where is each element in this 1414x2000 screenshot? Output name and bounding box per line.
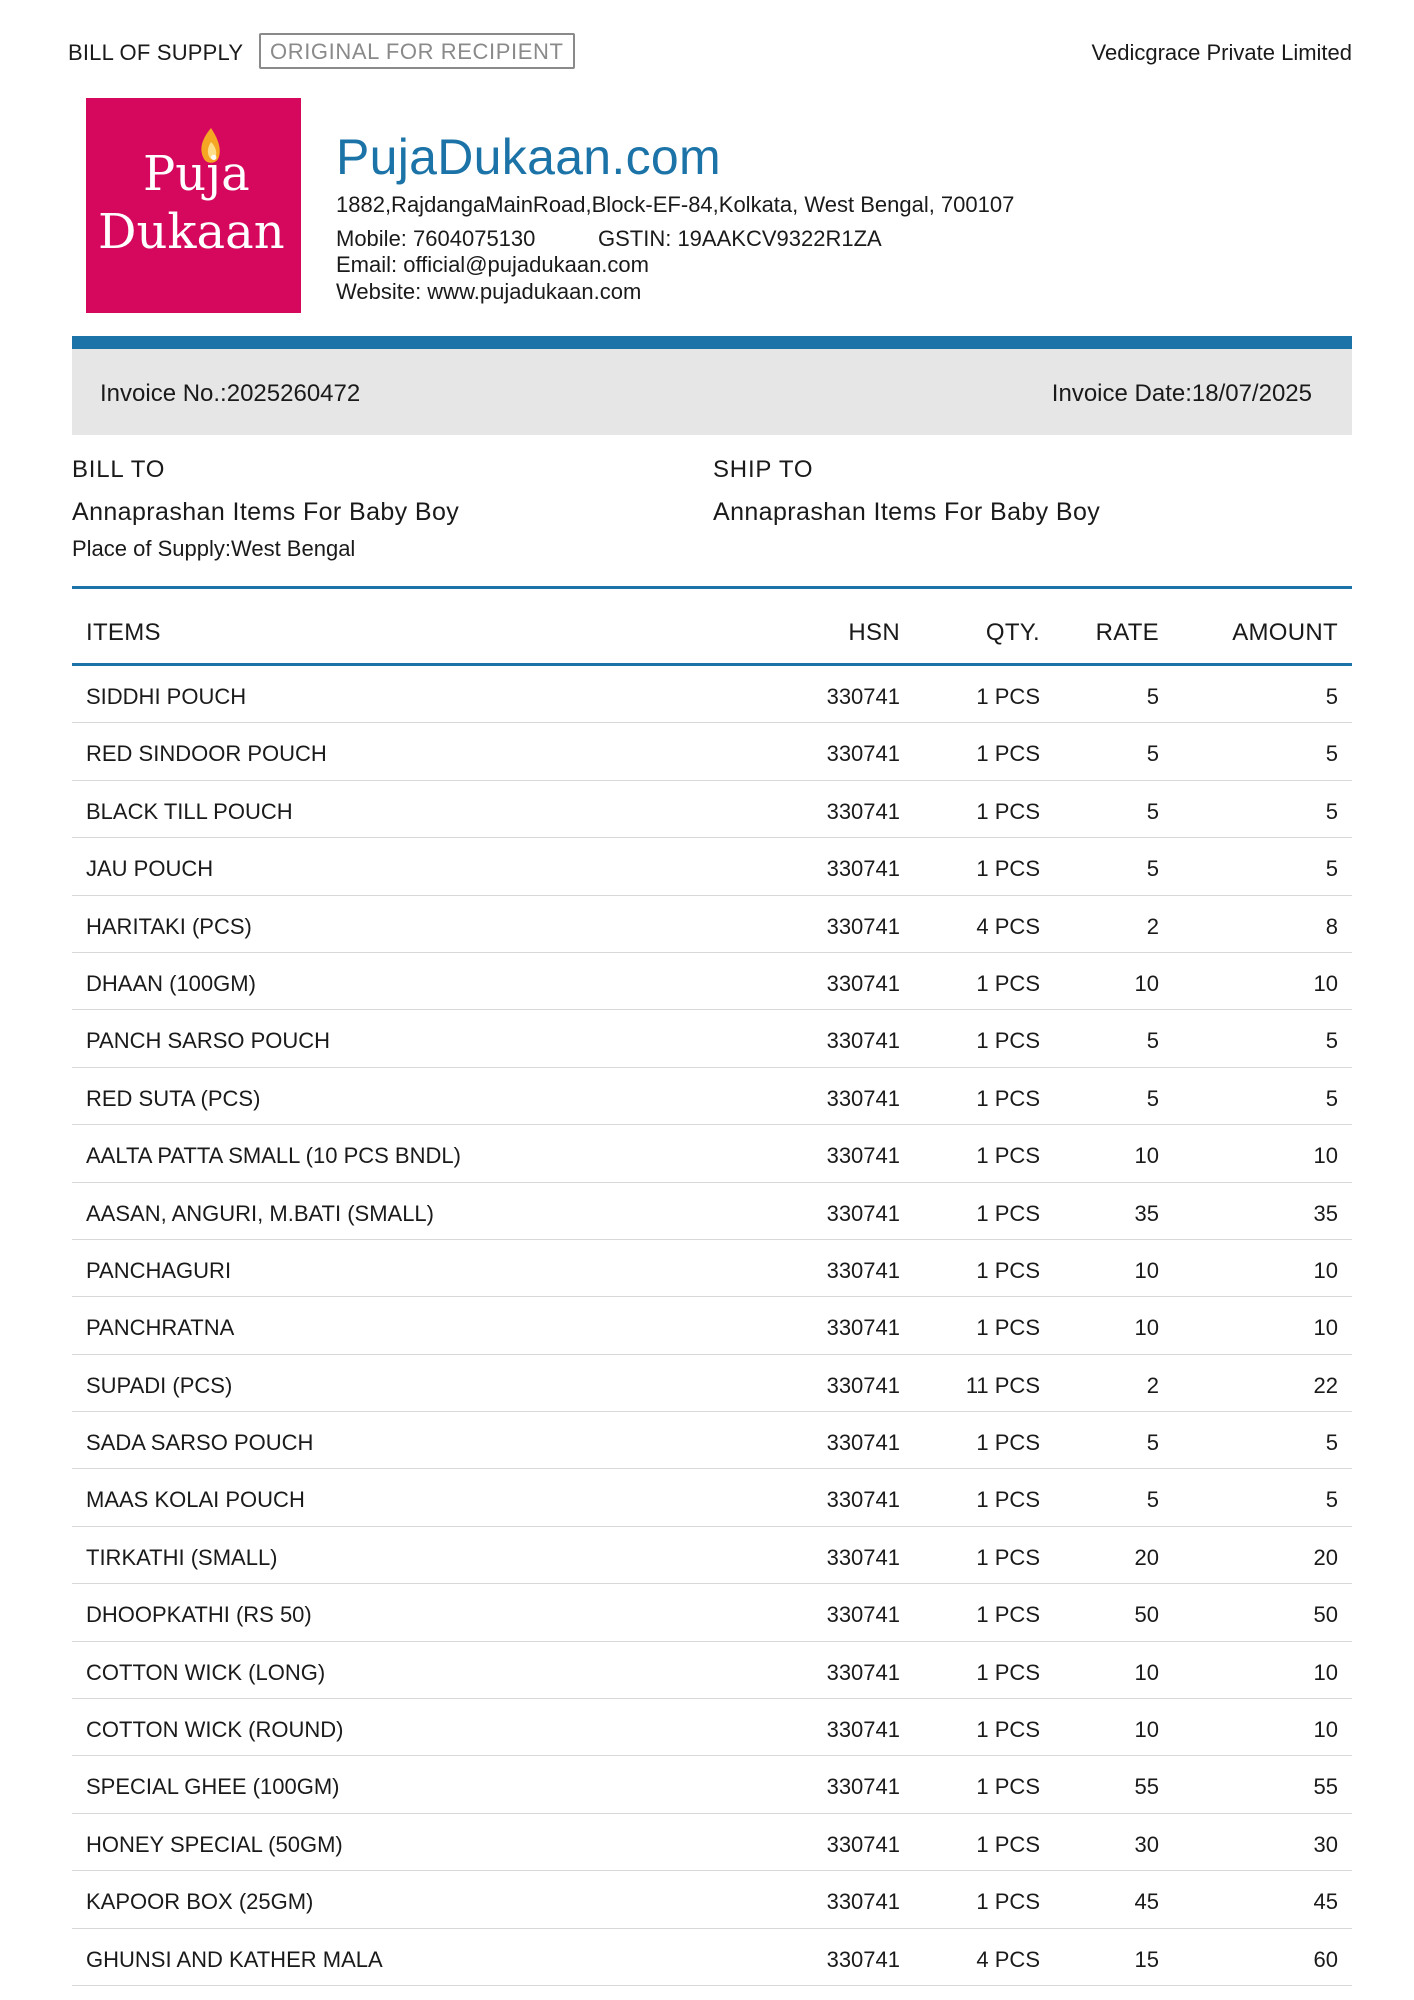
contact-email: Email: official@pujadukaan.com [336,252,649,277]
amount-cell: 60 [1313,1946,1338,1972]
table-row [72,1183,1352,1240]
table-row [72,1010,1352,1067]
amount-cell: 45 [1313,1889,1338,1915]
amount-cell: 55 [1313,1774,1338,1800]
rate-cell: 10 [1134,1315,1159,1341]
hsn-cell: 330741 [826,1831,900,1857]
item-name-cell: SPECIAL GHEE (100GM) [86,1774,340,1800]
table-row [72,1699,1352,1756]
item-name-cell: RED SUTA (PCS) [86,1085,261,1111]
invoice-number: Invoice No.:2025260472 [100,380,361,407]
table-row [72,1355,1352,1412]
rate-cell: 45 [1134,1889,1159,1915]
qty-cell: 1 PCS [976,1257,1040,1283]
hsn-cell: 330741 [826,1717,900,1743]
header-amount: AMOUNT [1232,619,1338,646]
qty-cell: 1 PCS [976,1028,1040,1054]
rate-cell: 5 [1146,684,1159,709]
hsn-cell: 330741 [826,1946,900,1972]
qty-cell: 1 PCS [976,1717,1040,1743]
item-name-cell: PANCHRATNA [86,1315,235,1341]
contact-mobile-line [336,226,882,252]
copy-label-badge: ORIGINAL FOR RECIPIENT [259,33,575,69]
table-row [72,838,1352,895]
rate-cell: 5 [1146,1028,1159,1054]
amount-cell: 10 [1313,1257,1338,1283]
item-name-cell: AALTA PATTA SMALL (10 PCS BNDL) [86,1143,461,1169]
hsn-cell: 330741 [826,1200,900,1226]
table-row [72,1240,1352,1297]
rate-cell: 20 [1134,1544,1159,1570]
item-name-cell: COTTON WICK (LONG) [86,1659,326,1685]
amount-cell: 5 [1325,1487,1338,1513]
qty-cell: 1 PCS [976,1085,1040,1111]
amount-cell: 20 [1313,1544,1338,1570]
item-name-cell: SUPADI (PCS) [86,1372,233,1398]
hsn-cell: 330741 [826,1143,900,1169]
item-name-cell: GHUNSI AND KATHER MALA [86,1946,383,1972]
item-name-cell: PANCHAGURI [86,1257,232,1283]
qty-cell: 1 PCS [976,1143,1040,1169]
item-name-cell: DHAAN (100GM) [86,970,256,996]
rate-cell: 10 [1134,1659,1159,1685]
table-row [72,1642,1352,1699]
amount-cell: 10 [1313,970,1338,996]
item-name-cell: KAPOOR BOX (25GM) [86,1889,314,1915]
amount-cell: 50 [1313,1602,1338,1628]
amount-cell: 5 [1325,798,1338,824]
qty-cell: 4 PCS [976,1946,1040,1972]
hsn-cell: 330741 [826,798,900,824]
amount-cell: 10 [1313,1659,1338,1685]
hsn-cell: 330741 [826,1602,900,1628]
amount-cell: 30 [1313,1831,1338,1857]
logo-graphic [86,98,301,313]
qty-cell: 1 PCS [976,856,1040,882]
item-name-cell: BLACK TILL POUCH [86,798,293,824]
amount-cell: 5 [1325,741,1338,767]
rate-cell: 2 [1146,1372,1159,1398]
invoice-date: Invoice Date:18/07/2025 [1051,380,1312,407]
qty-cell: 1 PCS [976,798,1040,824]
item-name-cell: TIRKATHI (SMALL) [86,1544,278,1570]
qty-cell: 1 PCS [976,1200,1040,1226]
item-name-cell: COTTON WICK (ROUND) [86,1717,344,1743]
table-row [72,1125,1352,1182]
hsn-cell: 330741 [826,1487,900,1513]
amount-cell: 5 [1325,684,1338,709]
qty-cell: 1 PCS [976,1831,1040,1857]
amount-cell: 5 [1325,856,1338,882]
qty-cell: 1 PCS [976,1487,1040,1513]
hsn-cell: 330741 [826,1889,900,1915]
company-logo [86,98,301,313]
hsn-cell: 330741 [826,1085,900,1111]
qty-cell: 1 PCS [976,1430,1040,1456]
bill-to-heading: BILL TO [72,456,166,483]
table-row [72,1814,1352,1871]
rate-cell: 5 [1146,1430,1159,1456]
qty-cell: 1 PCS [976,684,1040,709]
amount-cell: 10 [1313,1143,1338,1169]
hsn-cell: 330741 [826,1315,900,1341]
amount-cell: 22 [1313,1372,1338,1398]
item-name-cell: HONEY SPECIAL (50GM) [86,1831,343,1857]
amount-cell: 10 [1313,1315,1338,1341]
ship-to-name: Annaprashan Items For Baby Boy [713,498,1101,526]
qty-cell: 1 PCS [976,970,1040,996]
qty-cell: 4 PCS [976,913,1040,939]
qty-cell: 1 PCS [976,1315,1040,1341]
qty-cell: 1 PCS [976,1602,1040,1628]
rate-cell: 50 [1134,1602,1159,1628]
rate-cell: 5 [1146,741,1159,767]
item-name-cell: SADA SARSO POUCH [86,1430,314,1456]
company-legal-name: Vedicgrace Private Limited [1091,40,1352,65]
hsn-cell: 330741 [826,1659,900,1685]
contact-website: Website: www.pujadukaan.com [336,279,642,304]
hsn-cell: 330741 [826,684,900,709]
item-name-cell: RED SINDOOR POUCH [86,741,327,767]
hsn-cell: 330741 [826,1430,900,1456]
table-row [72,1929,1352,1986]
table-row [72,1871,1352,1928]
table-row [72,896,1352,953]
table-row [72,1297,1352,1354]
rate-cell: 35 [1134,1200,1159,1226]
header-hsn: HSN [848,619,900,646]
rate-cell: 2 [1146,913,1159,939]
item-name-cell: SIDDHI POUCH [86,684,247,709]
rate-cell: 5 [1146,1487,1159,1513]
table-body [72,666,1352,1986]
bill-to-name: Annaprashan Items For Baby Boy [72,498,460,526]
hsn-cell: 330741 [826,1774,900,1800]
hsn-cell: 330741 [826,856,900,882]
document-type: BILL OF SUPPLY [68,40,244,65]
gstin-number: GSTIN: 19AAKCV9322R1ZA [598,226,882,251]
header-qty: QTY. [985,619,1040,646]
rate-cell: 5 [1146,1085,1159,1111]
hsn-cell: 330741 [826,741,900,767]
item-name-cell: DHOOPKATHI (RS 50) [86,1602,312,1628]
header-rate: RATE [1095,619,1159,646]
item-name-cell: JAU POUCH [86,856,214,882]
company-name: PujaDukaan.com [336,129,721,185]
hsn-cell: 330741 [826,913,900,939]
place-of-supply: Place of Supply:West Bengal [72,536,356,561]
header-divider [72,336,1352,349]
table-header [72,589,1352,666]
rate-cell: 55 [1134,1774,1159,1800]
amount-cell: 5 [1325,1430,1338,1456]
rate-cell: 10 [1134,1143,1159,1169]
amount-cell: 8 [1325,913,1338,939]
qty-cell: 1 PCS [976,1889,1040,1915]
mobile-number: Mobile: 7604075130 [336,226,536,251]
qty-cell: 1 PCS [976,1544,1040,1570]
logo-text-dukaan: Dukaan [98,204,285,260]
qty-cell: 1 PCS [976,1774,1040,1800]
item-name-cell: AASAN, ANGURI, M.BATI (SMALL) [86,1200,434,1226]
item-name-cell: HARITAKI (PCS) [86,913,252,939]
rate-cell: 10 [1134,1717,1159,1743]
rate-cell: 15 [1134,1946,1159,1972]
amount-cell: 5 [1325,1028,1338,1054]
invoice-info-bar [72,349,1352,435]
table-row [72,1527,1352,1584]
table-row [72,1068,1352,1125]
rate-cell: 10 [1134,970,1159,996]
amount-cell: 35 [1313,1200,1338,1226]
table-row [72,781,1352,838]
table-row [72,1584,1352,1641]
item-name-cell: PANCH SARSO POUCH [86,1028,331,1054]
company-address: 1882,RajdangaMainRoad,Block-EF-84,Kolkata, West Bengal, 700107 [336,192,1015,217]
amount-cell: 5 [1325,1085,1338,1111]
rate-cell: 5 [1146,798,1159,824]
items-table [72,586,1352,1986]
table-row [72,1412,1352,1469]
logo-text-puja: Puja [143,146,250,202]
rate-cell: 10 [1134,1257,1159,1283]
item-name-cell: MAAS KOLAI POUCH [86,1487,305,1513]
ship-to-heading: SHIP TO [713,456,814,483]
rate-cell: 30 [1134,1831,1159,1857]
table-row [72,953,1352,1010]
hsn-cell: 330741 [826,1544,900,1570]
hsn-cell: 330741 [826,1028,900,1054]
table-row [72,723,1352,780]
hsn-cell: 330741 [826,1372,900,1398]
header-items: ITEMS [86,619,161,646]
table-row [72,1469,1352,1526]
qty-cell: 1 PCS [976,741,1040,767]
hsn-cell: 330741 [826,1257,900,1283]
table-row [72,666,1352,723]
table-row [72,1756,1352,1813]
rate-cell: 5 [1146,856,1159,882]
qty-cell: 11 PCS [965,1372,1040,1398]
qty-cell: 1 PCS [976,1659,1040,1685]
hsn-cell: 330741 [826,970,900,996]
amount-cell: 10 [1313,1717,1338,1743]
